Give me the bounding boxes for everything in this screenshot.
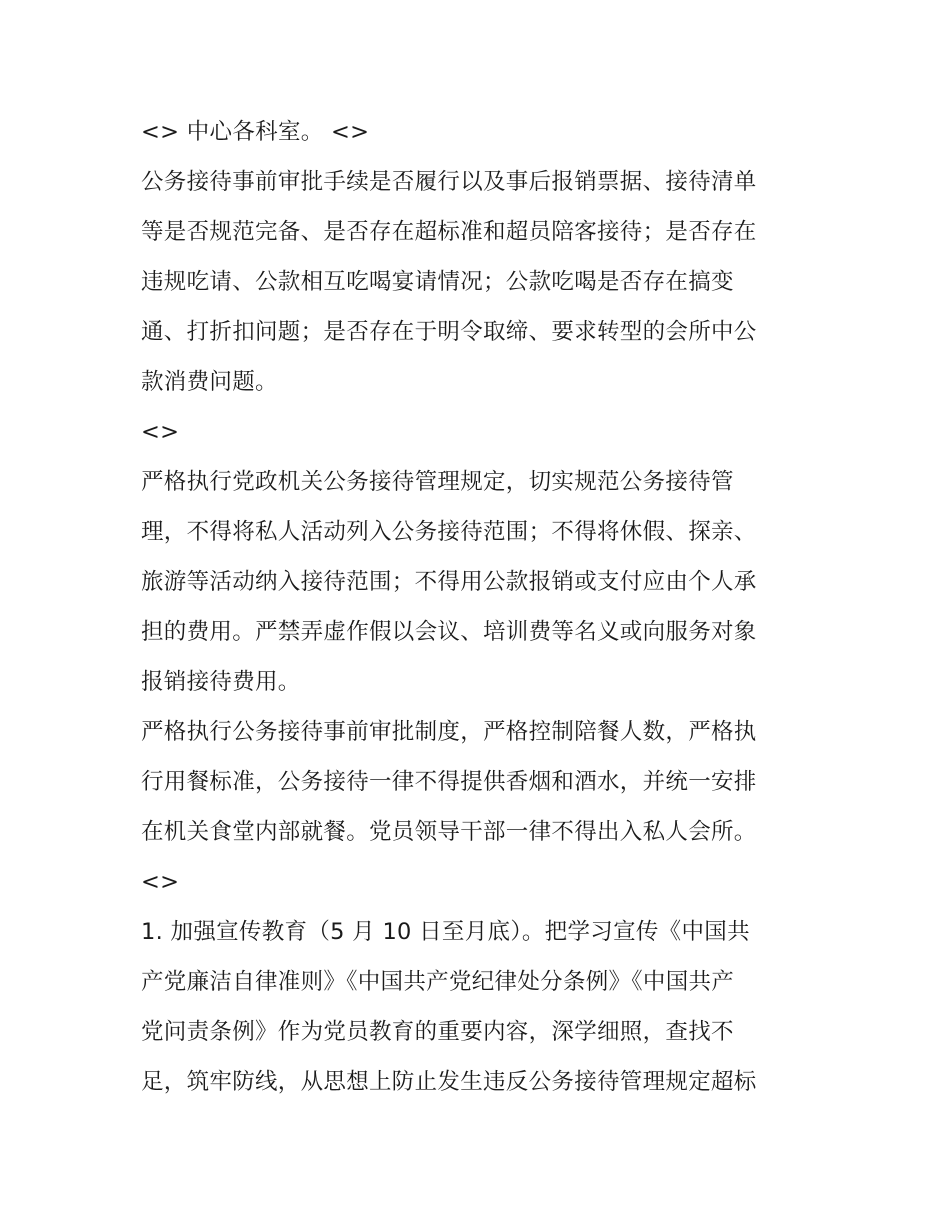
- text-line: 严格执行党政机关公务接待管理规定，切实规范公务接待管: [141, 469, 734, 495]
- text-line: 款消费问题。: [141, 369, 278, 395]
- section-marker: <>: [141, 419, 180, 445]
- text-line: 在机关食堂内部就餐。党员领导干部一律不得出入私人会所。: [141, 819, 757, 845]
- section-marker: <>: [141, 869, 180, 895]
- text-line: <> 中心各科室。 <>: [141, 119, 370, 145]
- text-line: 通、打折扣问题；是否存在于明令取缔、要求转型的会所中公: [141, 319, 757, 345]
- text-line: 1. 加强宣传教育（5 月 10 日至月底）。把学习宣传《中国共: [141, 919, 750, 945]
- text-line: 等是否规范完备、是否存在超标准和超员陪客接待；是否存在: [141, 219, 757, 245]
- text-line: 旅游等活动纳入接待范围；不得用公款报销或支付应由个人承: [141, 569, 757, 595]
- text-line: 党问责条例》作为党员教育的重要内容，深学细照，查找不: [141, 1019, 734, 1045]
- text-line: 公务接待事前审批手续是否履行以及事后报销票据、接待清单: [141, 169, 757, 195]
- text-line: 违规吃请、公款相互吃喝宴请情况；公款吃喝是否存在搞变: [141, 269, 734, 295]
- text-line: 报销接待费用。: [141, 669, 301, 695]
- text-line: 产党廉洁自律准则》《中国共产党纪律处分条例》《中国共产: [141, 969, 735, 995]
- text-line: 行用餐标准，公务接待一律不得提供香烟和酒水，并统一安排: [141, 769, 757, 795]
- text-line: 严格执行公务接待事前审批制度，严格控制陪餐人数，严格执: [141, 719, 757, 745]
- text-line: 理，不得将私人活动列入公务接待范围；不得将休假、探亲、: [141, 519, 757, 545]
- text-line: 足，筑牢防线，从思想上防止发生违反公务接待管理规定超标: [141, 1069, 757, 1095]
- text-line: 担的费用。严禁弄虚作假以会议、培训费等名义或向服务对象: [141, 619, 757, 645]
- document-body: [141, 107, 816, 1107]
